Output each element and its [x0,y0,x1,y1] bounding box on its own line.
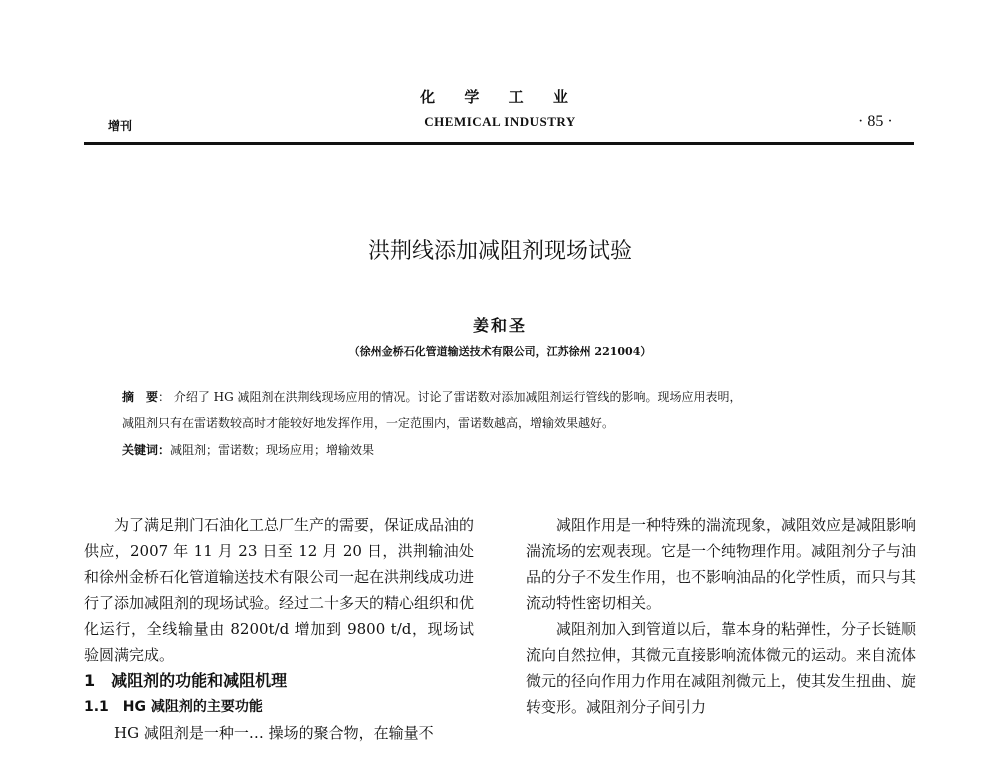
keywords-label: 关键词： [122,443,171,457]
body-right-column [526,512,916,720]
section-heading-1-1: 1.1 HG 减阻剂的主要功能 [84,699,263,715]
abstract-label: 摘 要 [122,390,159,404]
right-paragraph-2: 减阻剂加入到管道以后，靠本身的粘弹性，分子长链顺流向自然拉伸，其微元直接影响流体微元的运动。来自流体微元的径向作用力作用在减阻剂微元上，使其发生扭曲、旋转变形。减阻剂分子间引力 [526,620,917,716]
journal-title-cn: 化 学 工 业 [420,88,580,106]
issue-label: 增刊 [108,119,133,133]
abstract-line-2 [122,414,614,431]
abstract-text-1: 介绍了 HG 减阻剂在洪荆线现场应用的情况。讨论了雷诺数对添加减阻剂运行管线的影响。现场应用表明， [173,390,742,404]
keywords-text: 减阻剂；雷诺数；现场应用；增输效果 [170,443,375,457]
author-name: 姜和圣 [472,316,527,335]
body-left-column [84,512,474,746]
left-paragraph-1: 为了满足荆门石油化工总厂生产的需要，保证成品油的供应，2007 年 11 月 23 日至 12 月 20 日，洪荆输油处和徐州金桥石化管道输送技术有限公司一起在洪荆线成功进行了添加减阻剂的现场试验。经过二十多天的精心组织和优化运行，全线输量由 8200t/d 增加到 9800 t/d，现场试验圆满完成。 [84,516,475,664]
author-affiliation: （徐州金桥石化管道输送技术有限公司，江苏徐州 221004） [348,345,652,358]
section-heading-1: 1 减阻剂的功能和减阻机理 [84,671,288,690]
page-number: · 85 · [858,113,893,130]
journal-title-en: CHEMICAL INDUSTRY [424,114,576,129]
right-paragraph-1: 减阻作用是一种特殊的湍流现象，减阻效应是减阻影响湍流场的宏观表现。它是一个纯物理作用。减阻剂分子与油品的分子不发生作用，也不影响油品的化学性质，而只与其流动特性密切相关。 [526,516,917,612]
left-paragraph-2: HG 减阻剂是一种一… 操场的聚合物，在输量不 [114,724,434,742]
header-rule [84,142,914,145]
abstract-line-1: 摘 要： 介绍了 HG 减阻剂在洪荆线现场应用的情况。讨论了雷诺数对添加减阻剂运行管线的影响。现场应用表明， [122,390,742,404]
keywords-line [122,441,374,458]
article-title: 洪荆线添加减阻剂现场试验 [367,239,632,264]
abstract-text-2: 减阻剂只有在雷诺数较高时才能较好地发挥作用，一定范围内，雷诺数越高，增输效果越好。 [122,416,615,430]
